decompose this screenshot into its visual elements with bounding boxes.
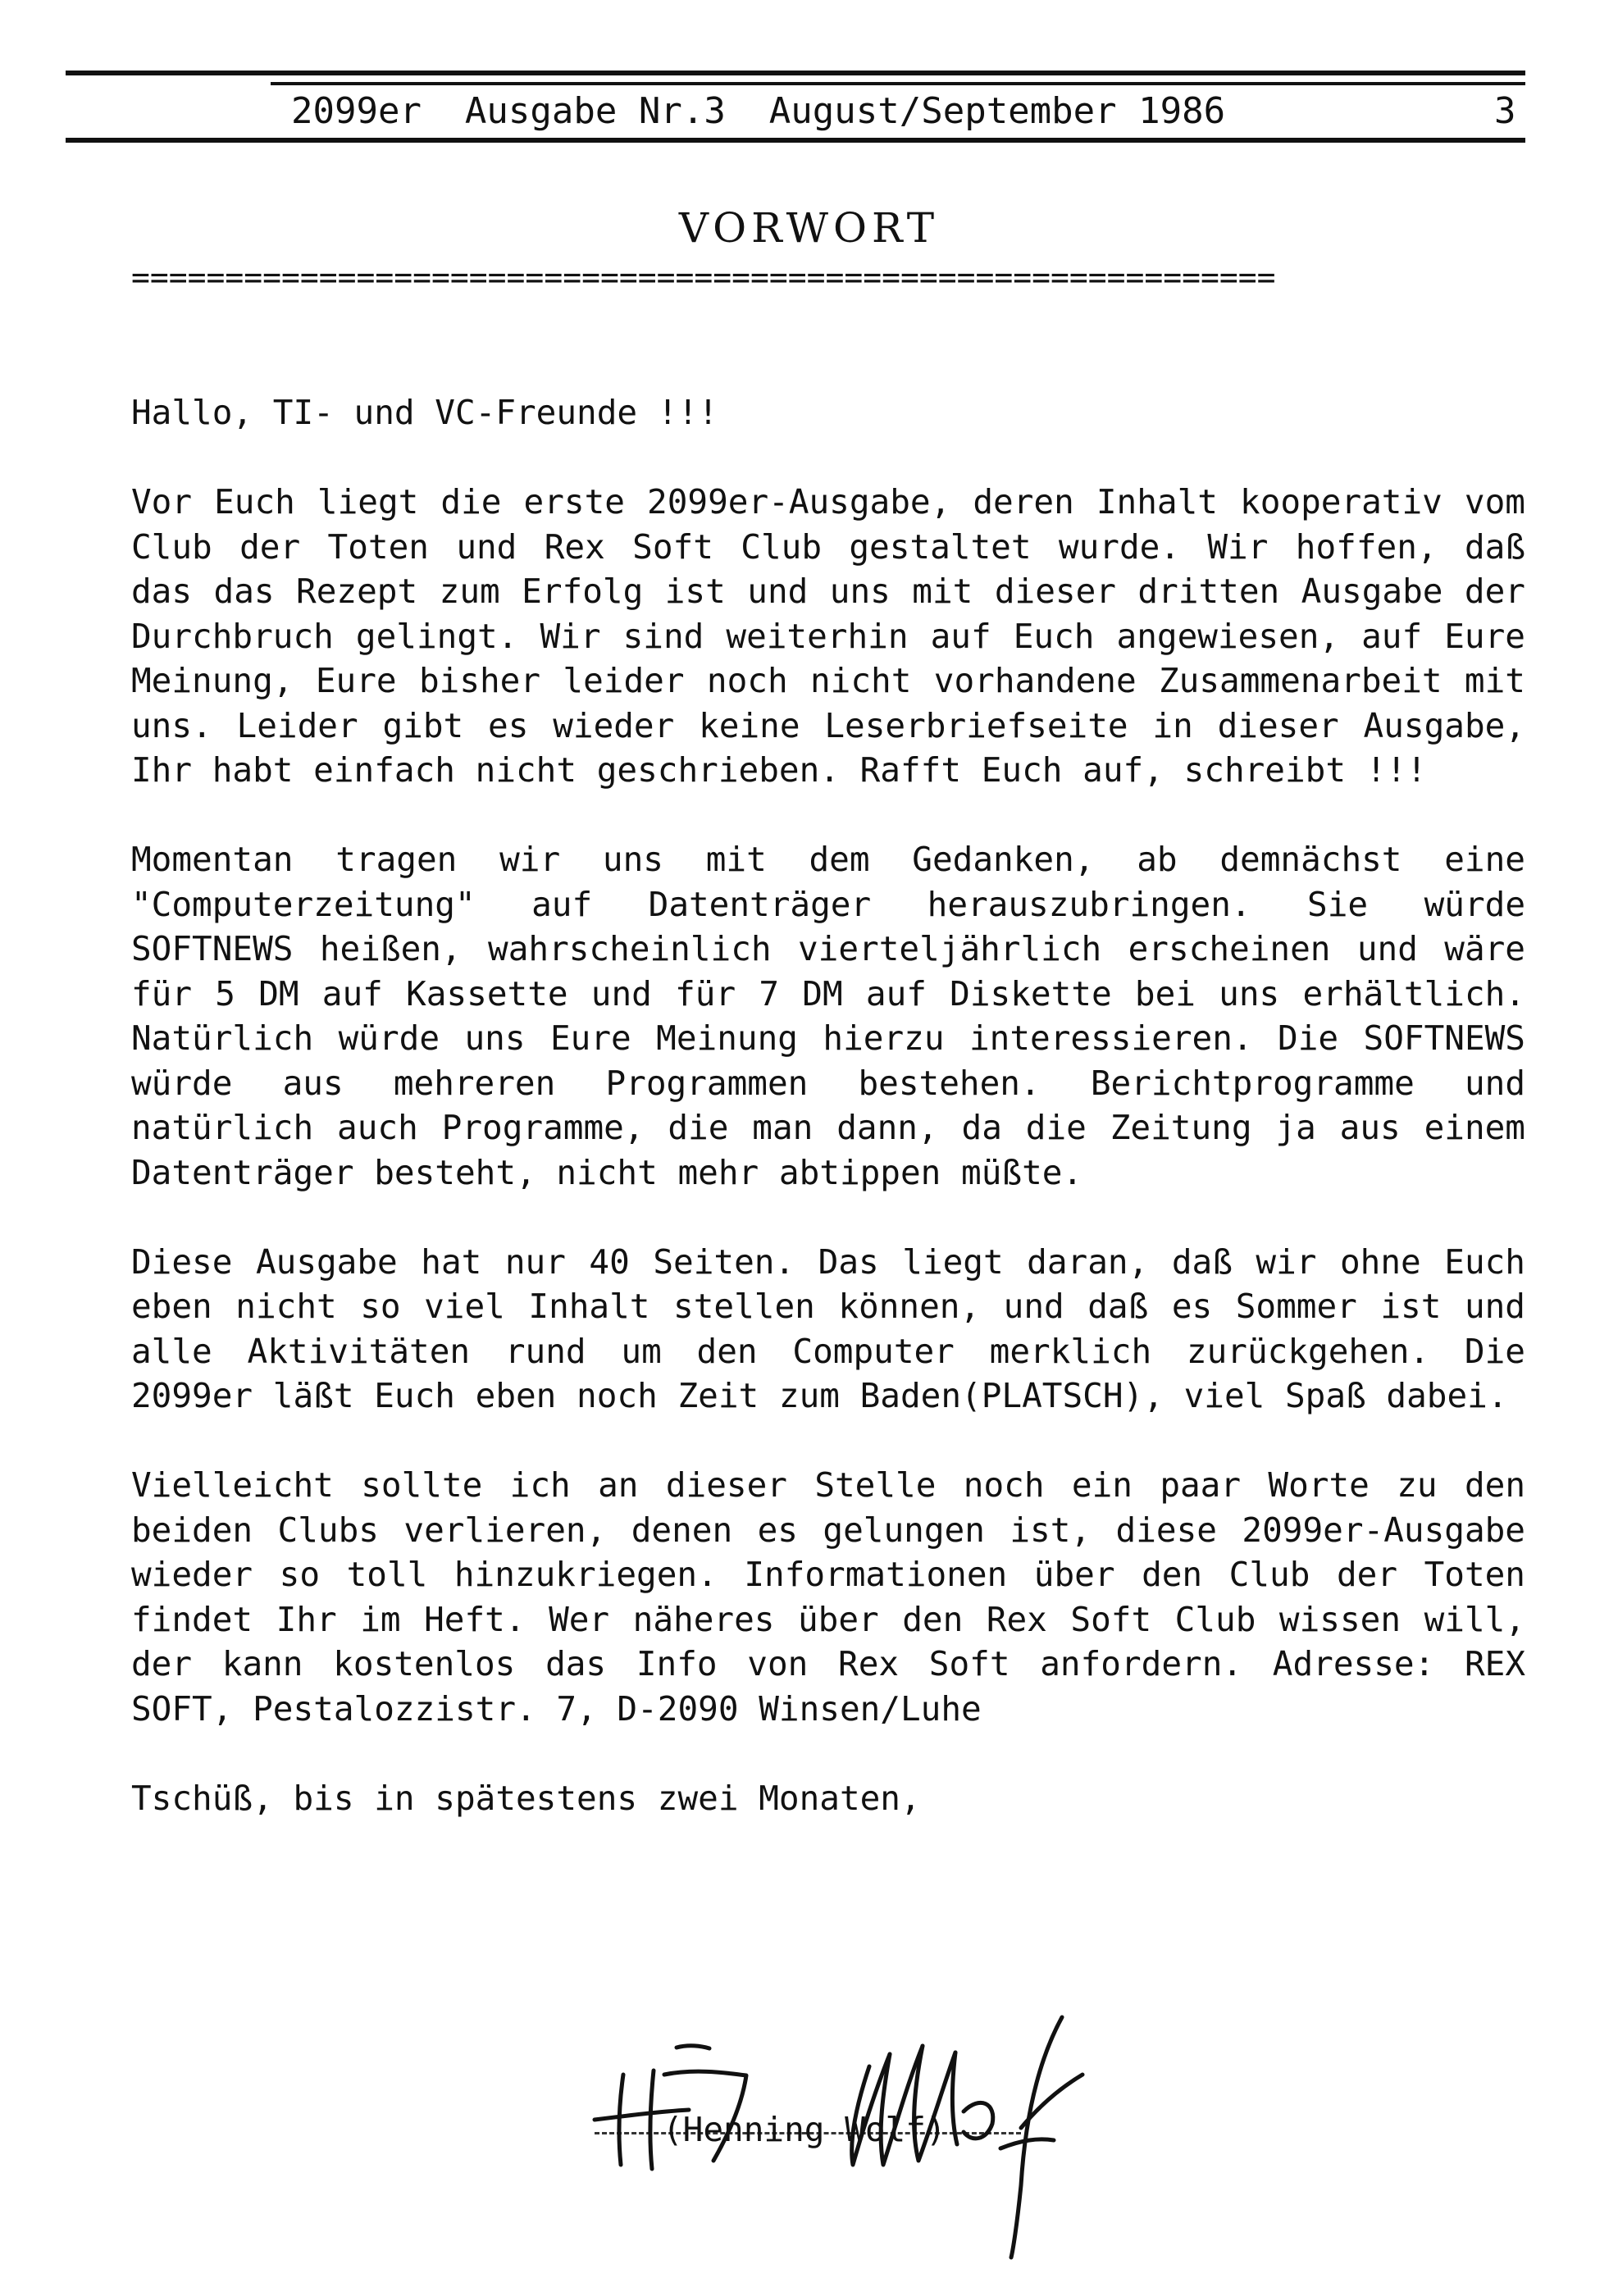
article-body	[131, 390, 1525, 1866]
closing-line: Tschüß, bis in spätestens zwei Monaten,	[131, 1778, 921, 1818]
paragraph-2: Momentan tragen wir uns mit dem Gedanken, ab demnächst eine "Computerzeitung" auf Datenträger herauszubringen. Sie würde SOFTNEWS heißen, wahrscheinlich vierteljährlich erscheinen und wäre für 5 DM auf Kassette und für 7 DM auf Diskette bei uns erhältlich. Natürlich würde uns Eure Meinung hierzu interessieren. Die SOFTNEWS würde aus mehreren Programmen bestehen. Berichtprogramme und natürlich auch Programme, die man dann, da die Zeitung ja aus einem Datenträger besteht, nicht mehr abtippen müßte.	[131, 840, 1525, 1192]
paragraph-1: Vor Euch liegt die erste 2099er-Ausgabe, deren Inhalt kooperativ vom Club der Toten und Rex Soft Club gestaltet wurde. Wir hoffen, daß das das Rezept zum Erfolg ist und uns mit dieser dritten Ausgabe der Durchbruch gelingt. Wir sind weiterhin auf Euch angewiesen, auf Eure Meinung, Eure bisher leider noch nicht vorhandene Zusammenarbeit mit uns. Leider gibt es wieder keine Leserbriefseite in dieser Ausgabe, Ihr habt einfach nicht geschrieben. Rafft Euch auf, schreibt !!!	[131, 482, 1525, 790]
header-rule-inner	[271, 82, 1525, 85]
article-title: VORWORT	[678, 204, 940, 252]
header-rule-bottom	[66, 138, 1525, 143]
paragraph-4: Vielleicht sollte ich an dieser Stelle noch ein paar Worte zu den beiden Clubs verlieren, denen es gelungen ist, diese 2099er-Ausgabe wieder so toll hinzukriegen. Informationen über den Club der Toten findet Ihr im Heft. Wer näheres über den Rex Soft Club wissen will, der kann kostenlos das Info von Rex Soft anfordern. Adresse: REX SOFT, Pestalozzistr. 7, D-2090 Winsen/Luhe	[131, 1465, 1525, 1729]
issue-header: 2099er Ausgabe Nr.3 August/September 1986	[291, 90, 1226, 132]
greeting: Hallo, TI- und VC-Freunde !!!	[131, 393, 718, 432]
signer-name: (Henning Wolf)	[663, 2110, 946, 2149]
page-number: 3	[1494, 90, 1516, 132]
paragraph-3: Diese Ausgabe hat nur 40 Seiten. Das liegt daran, daß wir ohne Euch eben nicht so viel Inhalt stellen können, und daß es Sommer ist und alle Aktivitäten rund um den Computer merklich zurückgehen. Die 2099er läßt Euch eben noch Zeit zum Baden(PLATSCH), viel Spaß dabei.	[131, 1241, 1525, 1415]
title-underline: =============================================================	[131, 261, 1276, 294]
header-rule-top	[66, 71, 1525, 75]
